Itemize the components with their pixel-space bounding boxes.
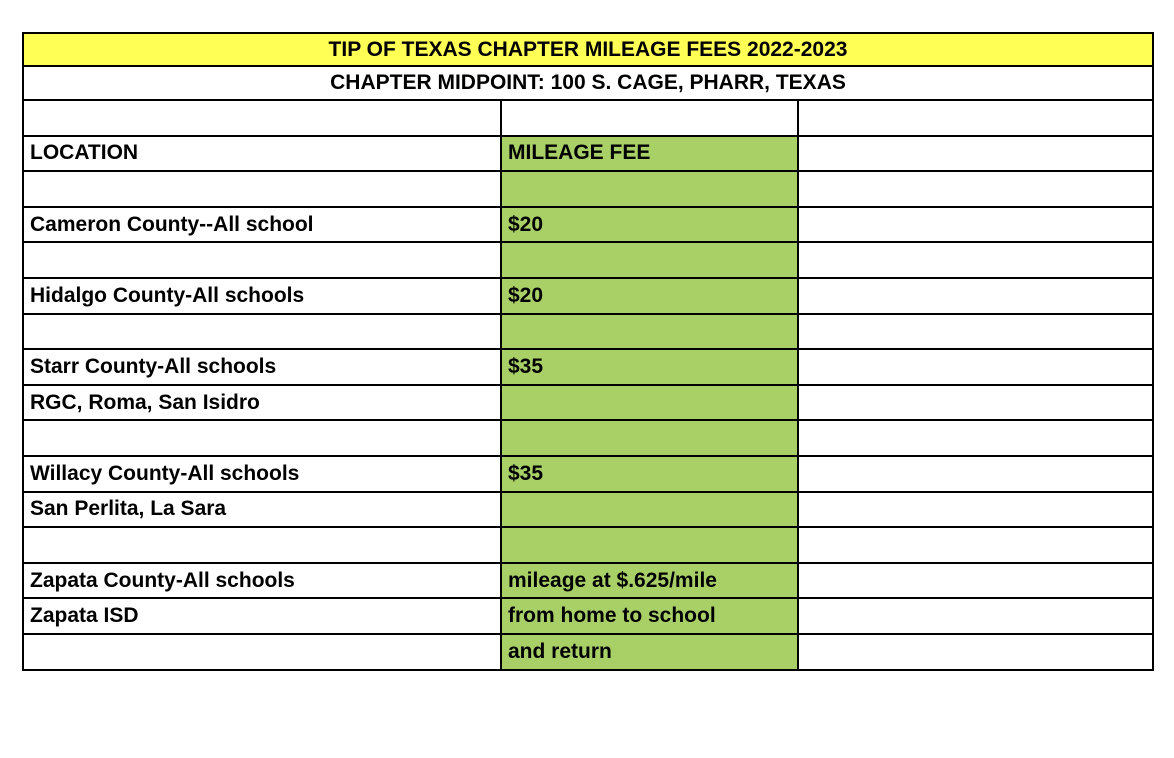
cell-extra[interactable] — [798, 278, 1153, 314]
cell-extra[interactable] — [798, 349, 1153, 385]
cell-extra[interactable] — [798, 420, 1153, 456]
cell-mileage-fee[interactable]: $35 — [501, 456, 798, 492]
cell-location[interactable]: Starr County-All schools — [23, 349, 501, 385]
cell-location[interactable] — [23, 314, 501, 350]
title-row — [23, 33, 1153, 66]
cell-mileage-fee[interactable] — [501, 492, 798, 528]
cell-location[interactable]: RGC, Roma, San Isidro — [23, 385, 501, 421]
cell-location[interactable] — [23, 242, 501, 278]
cell-location[interactable]: Cameron County--All school — [23, 207, 501, 243]
table-row — [23, 171, 1153, 207]
cell-fee-blank[interactable] — [501, 100, 798, 136]
cell-extra-blank[interactable] — [798, 100, 1153, 136]
table-row — [23, 242, 1153, 278]
table-row — [23, 314, 1153, 350]
mileage-fee-spreadsheet — [22, 32, 1154, 671]
cell-mileage-fee[interactable]: from home to school — [501, 598, 798, 634]
cell-mileage-fee[interactable]: $20 — [501, 278, 798, 314]
cell-location[interactable]: Zapata ISD — [23, 598, 501, 634]
cell-extra[interactable] — [798, 563, 1153, 599]
cell-mileage-fee[interactable] — [501, 242, 798, 278]
cell-extra[interactable] — [798, 242, 1153, 278]
table-row — [23, 385, 1153, 421]
table-row — [23, 634, 1153, 670]
cell-extra[interactable] — [798, 456, 1153, 492]
cell-mileage-fee[interactable]: and return — [501, 634, 798, 670]
sheet-subtitle[interactable]: CHAPTER MIDPOINT: 100 S. CAGE, PHARR, TEXAS — [23, 66, 1153, 100]
cell-extra[interactable] — [798, 385, 1153, 421]
cell-location[interactable]: Hidalgo County-All schools — [23, 278, 501, 314]
cell-location[interactable]: Zapata County-All schools — [23, 563, 501, 599]
sheet-title[interactable]: TIP OF TEXAS CHAPTER MILEAGE FEES 2022-2023 — [23, 33, 1153, 66]
table-row — [23, 420, 1153, 456]
cell-mileage-fee[interactable] — [501, 171, 798, 207]
header-location[interactable]: LOCATION — [23, 136, 501, 172]
header-extra-cell[interactable] — [798, 136, 1153, 172]
table-row — [23, 563, 1153, 599]
subtitle-row — [23, 66, 1153, 100]
cell-extra[interactable] — [798, 171, 1153, 207]
table-row — [23, 278, 1153, 314]
cell-mileage-fee[interactable] — [501, 385, 798, 421]
cell-mileage-fee[interactable] — [501, 420, 798, 456]
cell-location[interactable] — [23, 171, 501, 207]
cell-extra[interactable] — [798, 492, 1153, 528]
table-row — [23, 349, 1153, 385]
table-row — [23, 598, 1153, 634]
cell-location[interactable] — [23, 634, 501, 670]
cell-location[interactable] — [23, 420, 501, 456]
cell-extra[interactable] — [798, 634, 1153, 670]
cell-location-blank[interactable] — [23, 100, 501, 136]
cell-location[interactable]: San Perlita, La Sara — [23, 492, 501, 528]
table-row — [23, 527, 1153, 563]
cell-mileage-fee[interactable]: mileage at $.625/mile — [501, 563, 798, 599]
table-row — [23, 456, 1153, 492]
cell-location[interactable]: Willacy County-All schools — [23, 456, 501, 492]
cell-mileage-fee[interactable]: $35 — [501, 349, 798, 385]
header-row — [23, 136, 1153, 172]
blank-row — [23, 100, 1153, 136]
cell-extra[interactable] — [798, 527, 1153, 563]
cell-location[interactable] — [23, 527, 501, 563]
header-mileage-fee[interactable]: MILEAGE FEE — [501, 136, 798, 172]
table-row — [23, 207, 1153, 243]
cell-mileage-fee[interactable] — [501, 314, 798, 350]
table-row — [23, 492, 1153, 528]
cell-extra[interactable] — [798, 207, 1153, 243]
cell-extra[interactable] — [798, 598, 1153, 634]
cell-mileage-fee[interactable]: $20 — [501, 207, 798, 243]
cell-mileage-fee[interactable] — [501, 527, 798, 563]
cell-extra[interactable] — [798, 314, 1153, 350]
